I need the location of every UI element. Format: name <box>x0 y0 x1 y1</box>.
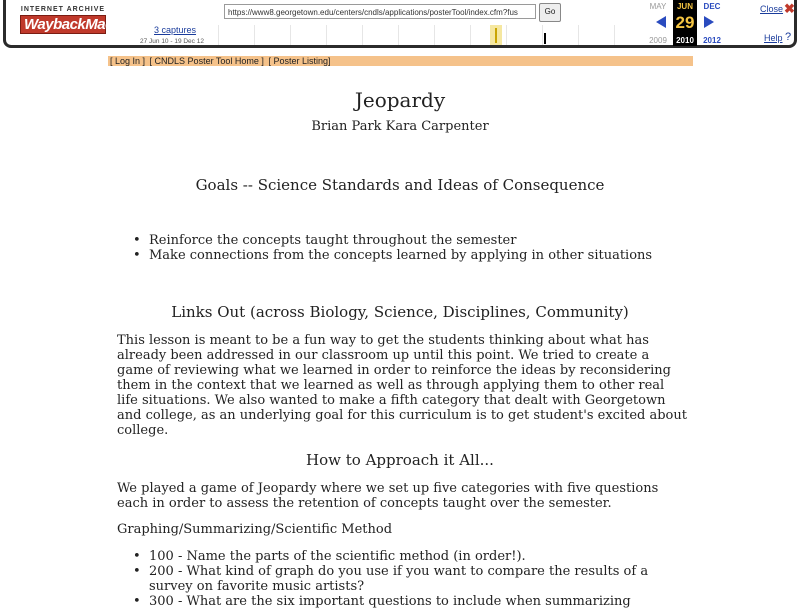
next-year[interactable]: 2012 <box>703 36 721 45</box>
year-divider <box>614 25 615 45</box>
captures-link[interactable]: 3 captures <box>154 25 197 35</box>
capture-date-range: 27 Jun 10 - 19 Dec 12 <box>140 38 204 45</box>
next-capture-arrow-icon[interactable] <box>704 16 714 28</box>
logo-top-text: INTERNET ARCHIVE <box>20 6 106 13</box>
poster-nav-bar <box>108 56 693 66</box>
close-link[interactable]: Close <box>760 4 784 14</box>
list-item: • Reinforce the concepts taught throughout the semester <box>133 233 652 248</box>
current-capture-marker <box>544 33 546 44</box>
year-divider <box>362 25 363 45</box>
current-month: JUN <box>676 2 693 11</box>
list-item: • 300 - What are the six important questions to include when summarizing <box>133 594 693 609</box>
go-button[interactable]: Go <box>539 3 561 22</box>
help-icon[interactable]: ? <box>785 31 792 43</box>
login-link[interactable]: [ Log In ] <box>110 56 146 66</box>
list-item: • 200 - What kind of graph do you use if you want to compare the results of a survey on favorite music artists? <box>133 564 693 594</box>
goals-list <box>133 233 652 263</box>
capture-sparkline[interactable] <box>218 25 646 45</box>
year-divider <box>290 25 291 45</box>
year-divider <box>398 25 399 45</box>
wayback-toolbar <box>3 0 797 48</box>
authors: Brian Park Kara Carpenter <box>311 119 489 134</box>
current-year: 2010 <box>676 36 694 45</box>
poster-listing-link[interactable]: [ Poster Listing] <box>268 56 331 66</box>
logo-main-text: WaybackMachine <box>20 15 106 34</box>
year-divider <box>506 25 507 45</box>
category-heading: Graphing/Summarizing/Scientific Method <box>117 522 393 537</box>
category-questions-list <box>133 549 693 609</box>
list-item: • 100 - Name the parts of the scientific method (in order!). <box>133 549 693 564</box>
current-day: 29 <box>675 13 695 32</box>
next-month[interactable]: DEC <box>703 2 721 11</box>
wayback-logo[interactable] <box>20 6 142 40</box>
year-divider <box>470 25 471 45</box>
page-title: Jeopardy <box>354 88 446 112</box>
year-divider <box>578 25 579 45</box>
approach-heading: How to Approach it All... <box>306 451 494 469</box>
year-divider <box>326 25 327 45</box>
list-item: • Make connections from the concepts learned by applying in other situations <box>133 248 652 263</box>
links-out-paragraph: This lesson is meant to be a fun way to get the students thinking about what has already been addressed in our classroom up until this point. We tried to create a game of reviewing what we learned in order to reinforce the ideas by reconsidering them in the context that we learned as well as through applying them to other real life situations. We also wanted to make a fifth category that dealt with Georgetown and college, as an underlying goal for this curriculum is to get student's excited about college. <box>117 333 687 438</box>
poster-tool-home-link[interactable]: [ CNDLS Poster Tool Home ] <box>149 56 264 66</box>
url-input[interactable]: https://www8.georgetown.edu/centers/cndls/applications/posterTool/index.cfm?fus <box>224 4 536 19</box>
help-link[interactable]: Help <box>764 33 783 43</box>
close-icon[interactable]: ✖ <box>784 1 795 16</box>
year-divider <box>434 25 435 45</box>
year-divider <box>218 25 219 45</box>
year-divider <box>542 25 543 45</box>
links-out-heading: Links Out (across Biology, Science, Disciplines, Community) <box>171 303 629 321</box>
prev-month[interactable]: MAY <box>649 2 667 11</box>
approach-paragraph: We played a game of Jeopardy where we set up five categories with five questions each in order to assess the retention of concepts taught over the semester. <box>117 481 659 511</box>
capture-bar[interactable] <box>495 28 497 43</box>
prev-capture-arrow-icon[interactable] <box>656 16 666 28</box>
goals-heading: Goals -- Science Standards and Ideas of Consequence <box>195 176 605 194</box>
year-divider <box>254 25 255 45</box>
prev-year[interactable]: 2009 <box>649 36 667 45</box>
